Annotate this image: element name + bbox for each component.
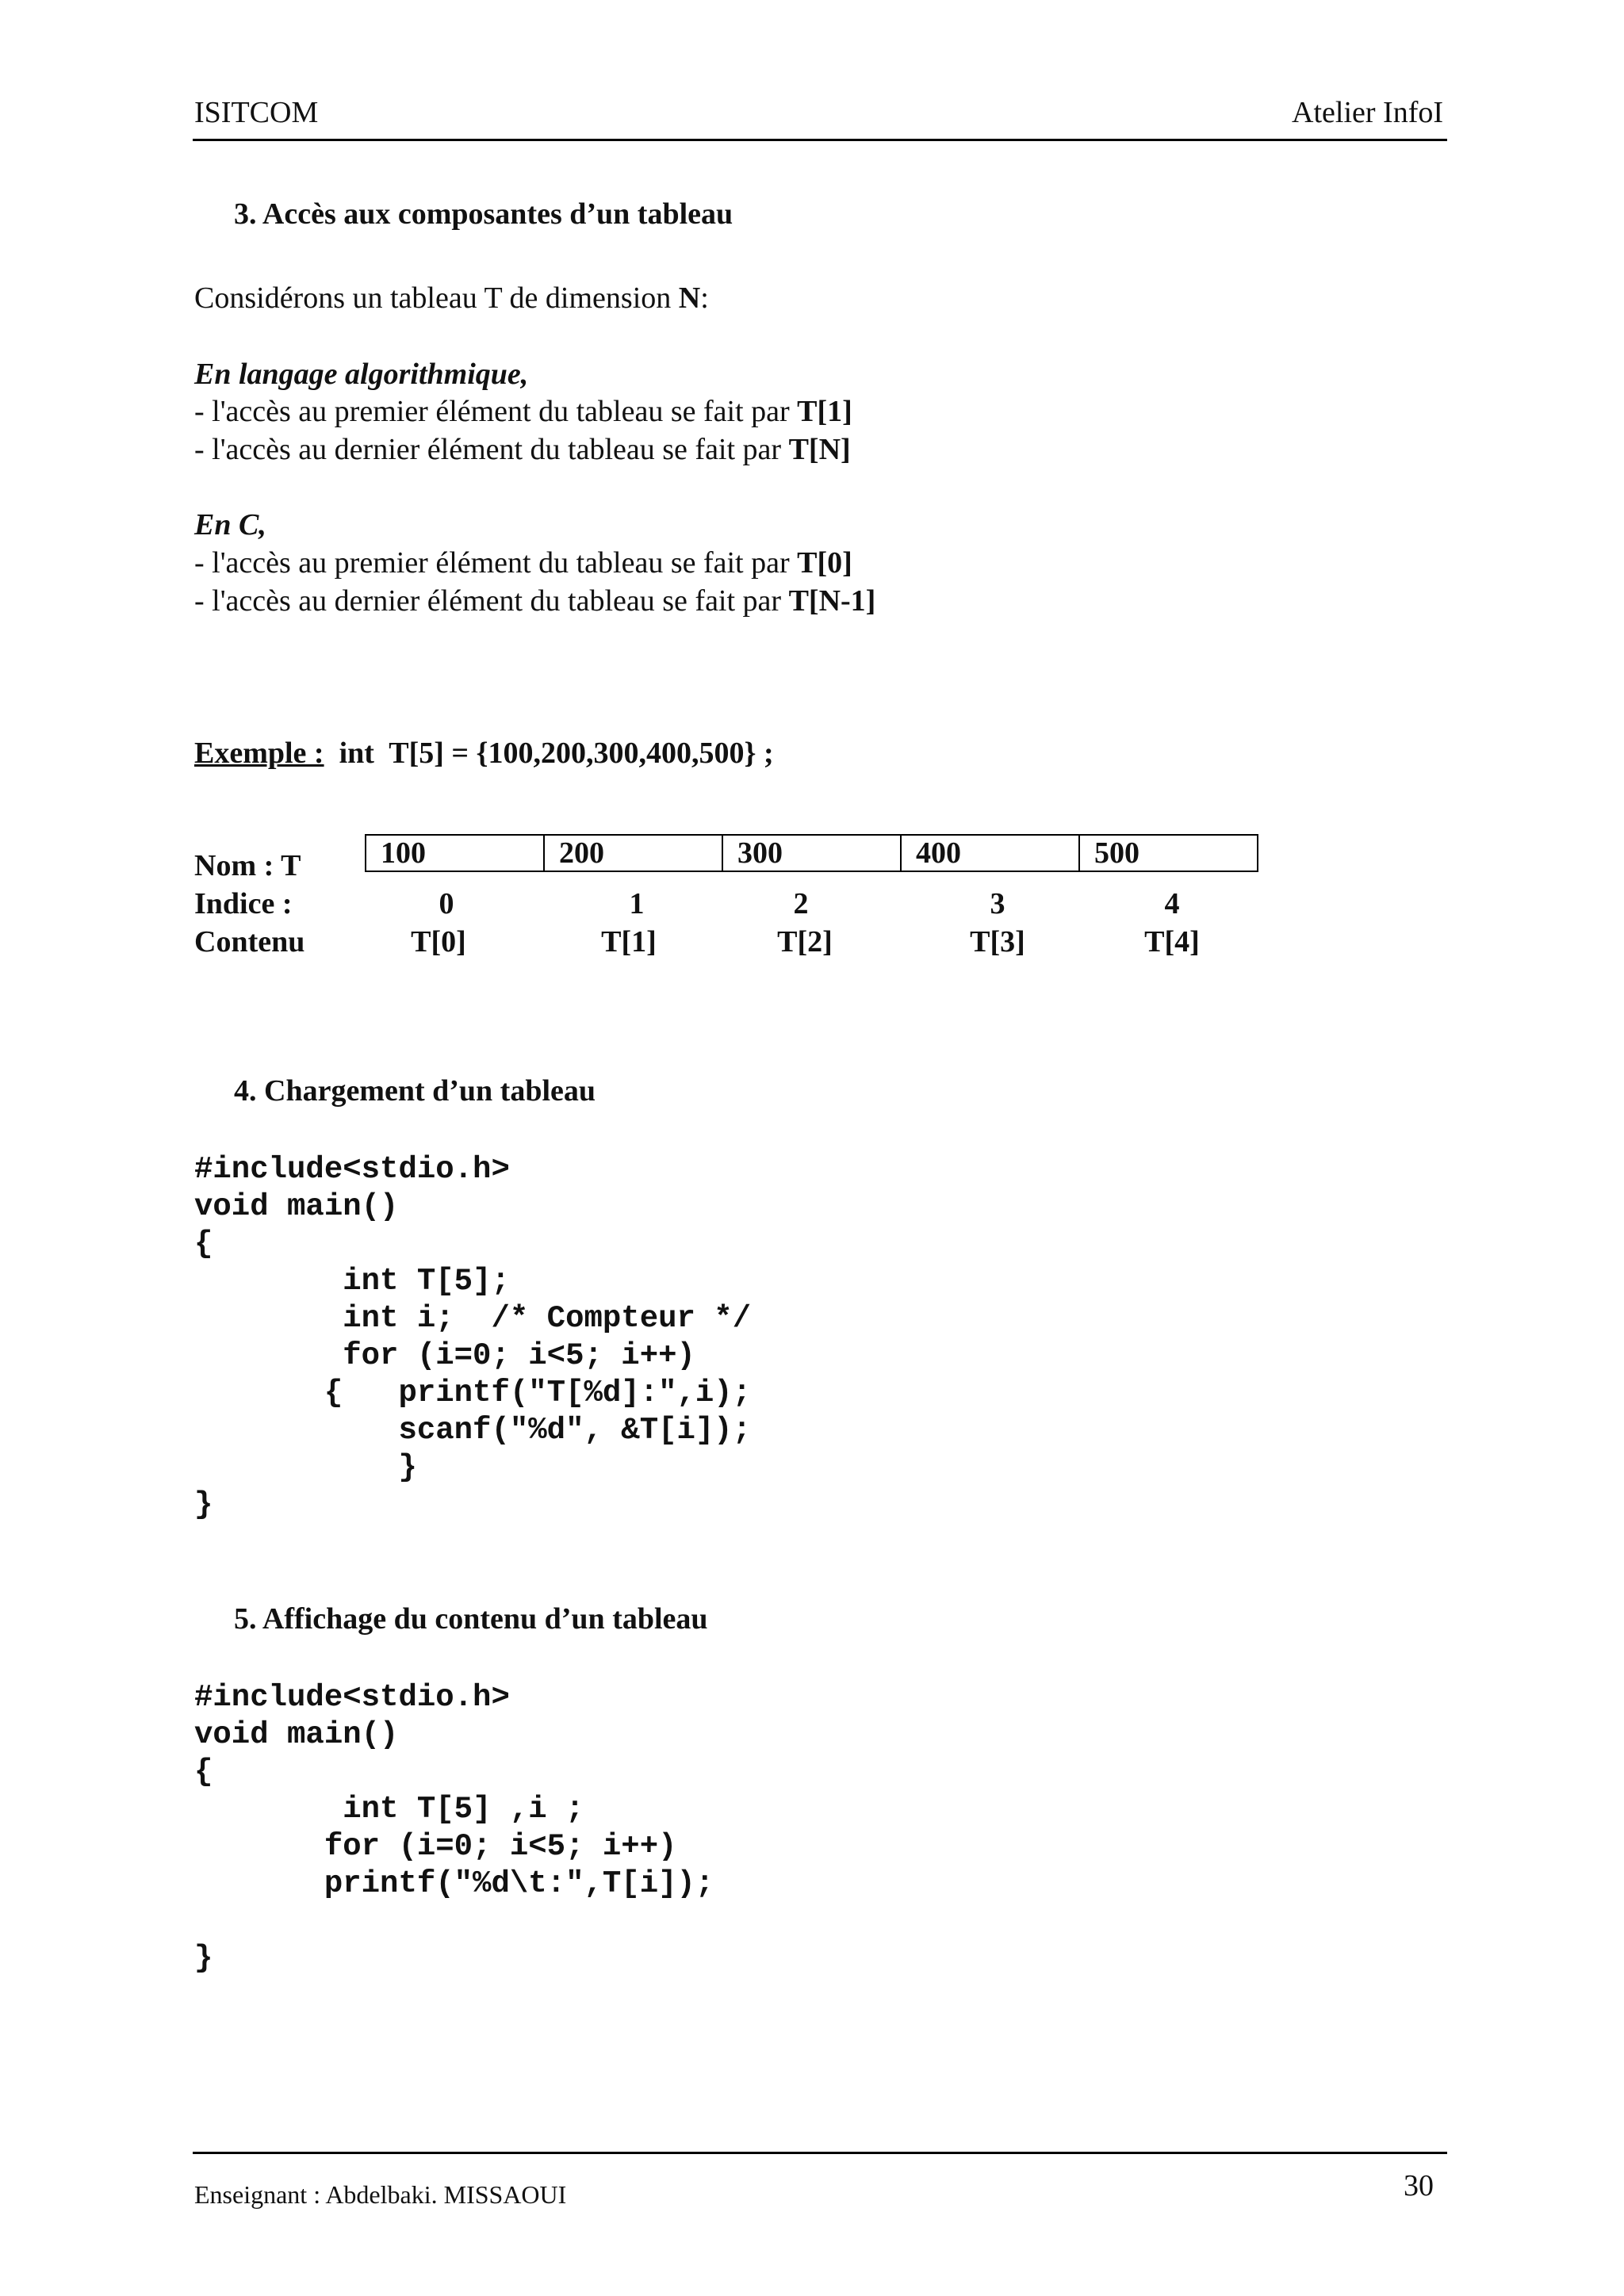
algo-line-last (194, 432, 851, 467)
code-line: for (i=0; i<5; i++) (194, 1829, 677, 1864)
c-line-index: T[N-1] (788, 584, 876, 618)
index-value: 4 (1164, 887, 1180, 920)
algo-heading: En langage algorithmique, (194, 358, 529, 391)
section3-intro (194, 281, 709, 316)
section4-title: 4. Chargement d’un tableau (234, 1074, 596, 1108)
footer-rule (193, 2152, 1447, 2154)
code-line: printf("%d\t:",T[i]); (194, 1866, 714, 1901)
array-cell: 100 (366, 835, 544, 871)
code-line: void main() (194, 1189, 399, 1224)
c-line-index: T[0] (797, 546, 852, 580)
algo-line-text: - l'accès au dernier élément du tableau se fait par (194, 433, 789, 466)
code-line: { (194, 1226, 213, 1261)
algo-line-text: - l'accès au premier élément du tableau se fait par (194, 395, 798, 428)
code-line: scanf("%d", &T[i]); (194, 1413, 752, 1448)
footer-teacher: Enseignant : Abdelbaki. MISSAOUI (194, 2180, 567, 2209)
code-line: #include<stdio.h> (194, 1152, 510, 1187)
header-right: Atelier InfoI (1292, 96, 1443, 129)
code-line: void main() (194, 1717, 399, 1752)
content-value: T[2] (777, 925, 833, 959)
header-left: ISITCOM (194, 96, 319, 129)
intro-colon: : (700, 281, 709, 315)
c-line-text: - l'accès au premier élément du tableau se fait par (194, 546, 798, 580)
array-cell: 400 (901, 835, 1079, 871)
array-cell: 500 (1079, 835, 1258, 871)
content-value: T[4] (1144, 925, 1200, 959)
c-heading: En C, (194, 508, 266, 541)
section4-code-block (194, 1151, 751, 1524)
array-cell: 200 (544, 835, 722, 871)
code-line: int i; /* Compteur */ (194, 1301, 752, 1336)
code-line (194, 1903, 714, 1940)
row-label-nom: Nom : T (194, 849, 301, 882)
code-line: #include<stdio.h> (194, 1680, 510, 1715)
page-number: 30 (1404, 2169, 1434, 2202)
code-line: for (i=0; i<5; i++) (194, 1338, 695, 1373)
index-value: 3 (990, 887, 1005, 920)
array-cell: 300 (722, 835, 901, 871)
index-value: 1 (629, 887, 645, 920)
section5-code-block (194, 1679, 714, 1977)
c-line-first (194, 545, 852, 580)
content-value: T[3] (970, 925, 1025, 959)
code-line: int T[5] ,i ; (194, 1792, 584, 1827)
c-line-text: - l'accès au dernier élément du tableau se fait par (194, 584, 789, 618)
index-value: 2 (793, 887, 809, 920)
section5-title: 5. Affichage du contenu d’un tableau (234, 1602, 708, 1636)
row-label-indice: Indice : (194, 887, 293, 920)
code-line: int T[5]; (194, 1264, 510, 1299)
code-line: } (194, 1450, 417, 1485)
code-line: { (194, 1755, 213, 1789)
example-label: Exemple : (194, 737, 324, 770)
intro-dimension: N (678, 281, 701, 315)
example-line (194, 736, 774, 771)
section3-title: 3. Accès aux composantes d’un tableau (234, 197, 733, 231)
content-value: T[0] (411, 925, 466, 959)
array-row (366, 835, 1258, 871)
row-label-contenu: Contenu (194, 925, 305, 959)
code-line: } (194, 1487, 213, 1522)
code-line: } (194, 1941, 213, 1976)
example-code: int T[5] = {100,200,300,400,500} ; (339, 737, 774, 770)
intro-text: Considérons un tableau T de dimension (194, 281, 679, 315)
c-line-last (194, 584, 875, 618)
algo-line-first (194, 394, 852, 429)
content-value: T[1] (601, 925, 657, 959)
array-table (365, 834, 1258, 872)
code-line: { printf("T[%d]:",i); (194, 1376, 752, 1410)
algo-line-index: T[N] (788, 433, 851, 466)
index-value: 0 (439, 887, 454, 920)
header-rule (193, 139, 1447, 141)
algo-line-index: T[1] (797, 395, 852, 428)
